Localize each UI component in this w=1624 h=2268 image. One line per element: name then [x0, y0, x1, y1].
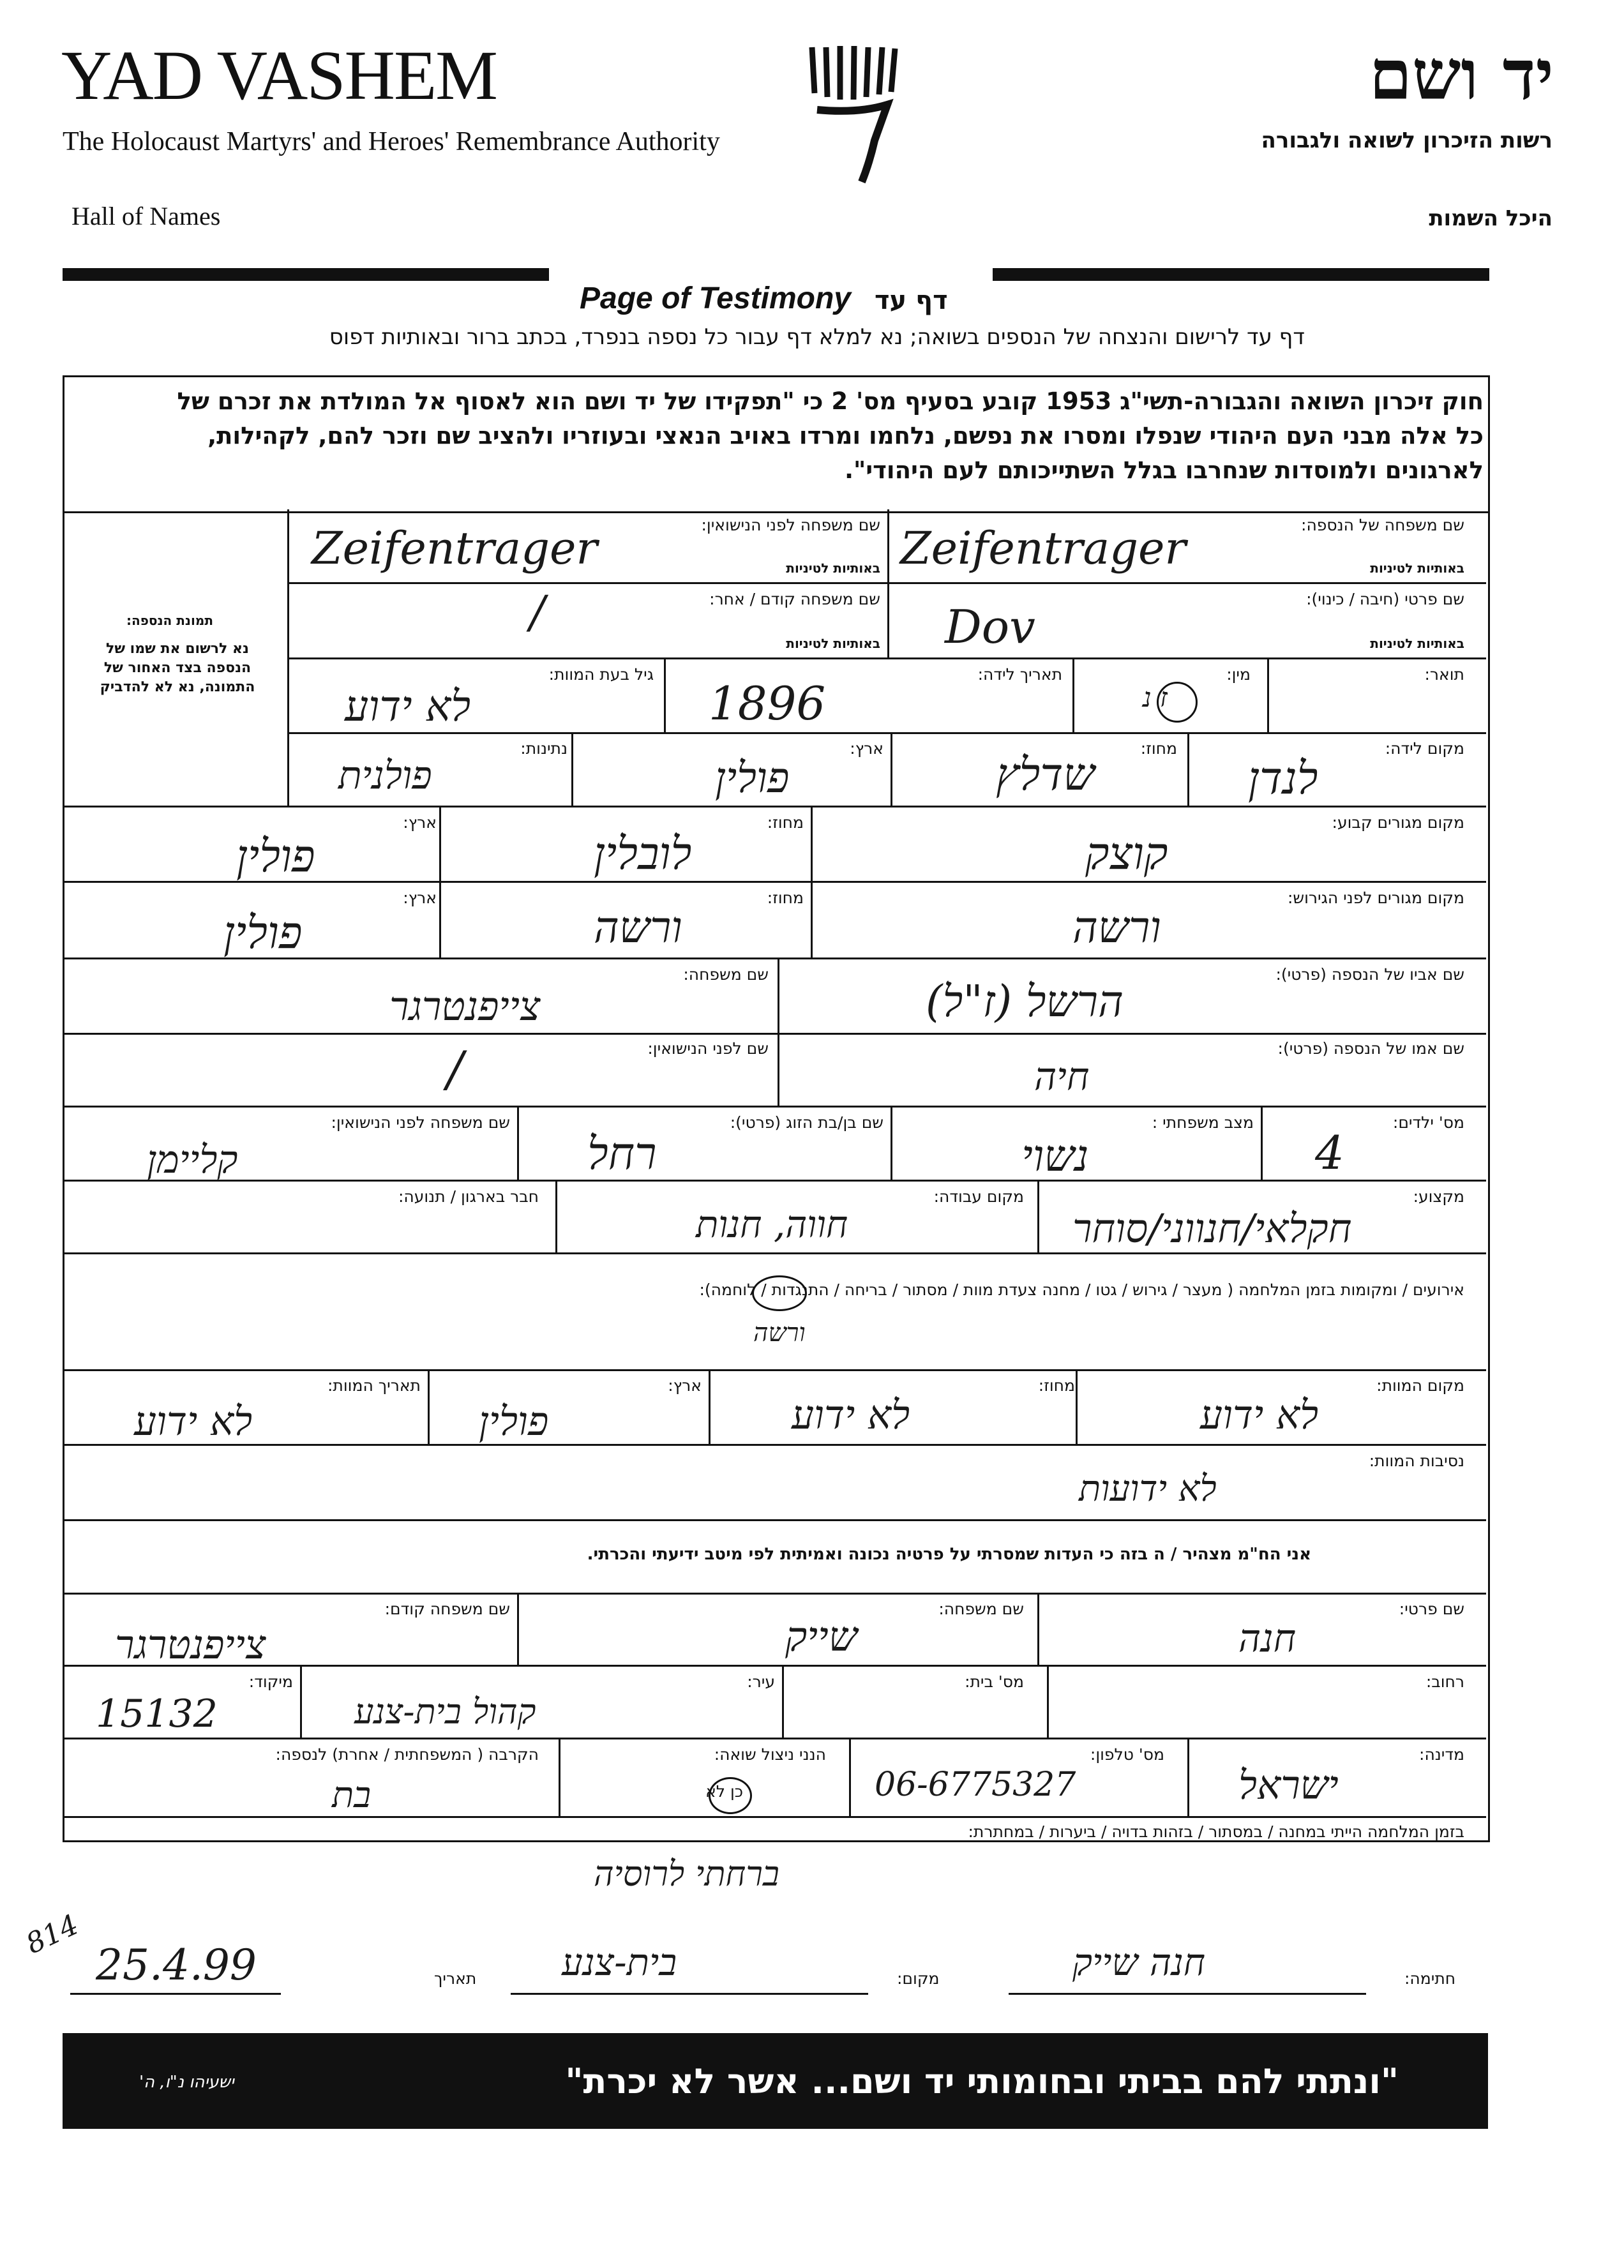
mother-maiden-value[interactable]: / [447, 1040, 463, 1097]
hall-of-names-he: היכל השמות [1429, 206, 1553, 231]
witness-surname-label: שם משפחה: [938, 1600, 1024, 1618]
children-count-label: מס' ילדים: [1392, 1113, 1464, 1132]
signature-place-label: מקום: [897, 1969, 940, 1988]
victim-age-value[interactable]: לא ידוע [345, 682, 471, 731]
witness-phone-label: מס' טלפון: [1090, 1745, 1164, 1764]
witness-wartime-value[interactable]: ברחתי לרוסיה [594, 1854, 779, 1894]
nationality-value[interactable]: פולנית [338, 753, 432, 798]
photo-note-1: נא לרשום את שמו של [106, 641, 249, 657]
spouse-name-value[interactable]: רחל [587, 1127, 657, 1180]
residence-region-value[interactable]: לובלין [594, 827, 692, 880]
father-name-value[interactable]: הרשל (ז"ל) [926, 977, 1124, 1027]
prewar-residence-value[interactable]: ורשה [1072, 903, 1161, 953]
victim-prev-surname-value[interactable]: / [530, 586, 545, 638]
marital-status-label: מצב משפחתי : [1152, 1113, 1254, 1132]
organization-label: חבר בארגון / תנועה: [398, 1187, 539, 1206]
org-name-en: YAD VASHEM [61, 36, 497, 114]
victim-first-name-latin-note: באותיות לטיניות [1370, 636, 1464, 651]
signature-date-label: תאריך [434, 1969, 477, 1988]
victim-surname-value[interactable]: Zeifentrager [900, 522, 1186, 575]
witness-phone-value[interactable]: 06-6775327 [875, 1766, 1076, 1804]
witness-house-label: מס' בית: [965, 1672, 1024, 1691]
victim-gender-value[interactable]: ז נ [1143, 682, 1168, 713]
death-place-label: מקום המוות: [1376, 1376, 1464, 1395]
death-region-value[interactable]: לא ידוע [792, 1392, 910, 1438]
org-subtitle-en: The Holocaust Martyrs' and Heroes' Remembrance Authority [63, 127, 720, 156]
header-divider-left [63, 268, 549, 281]
father-surname-label: שם משפחה: [683, 965, 769, 984]
witness-first-name-label: שם פרטי: [1399, 1600, 1464, 1618]
prewar-region-value[interactable]: ורשה [594, 903, 682, 953]
witness-city-label: עיר: [747, 1672, 775, 1691]
prewar-country-value[interactable]: פולין [223, 906, 303, 959]
death-date-label: תאריך המוות: [327, 1376, 421, 1395]
victim-first-name-value[interactable]: Dov [945, 600, 1035, 654]
victim-dob-label: תאריך לידה: [977, 665, 1062, 684]
witness-survivor-value[interactable]: כן לא [705, 1782, 743, 1801]
mother-name-label: שם אמו של הנספה (פרטי): [1277, 1039, 1464, 1058]
witness-country-value[interactable]: ישראל [1238, 1762, 1339, 1808]
death-country-value[interactable]: פולין [479, 1398, 549, 1445]
photo-title: תמונת הנספה: [126, 613, 213, 628]
victim-dob-value[interactable]: 1896 [709, 677, 826, 730]
residence-region-label: מחוז: [767, 813, 804, 832]
prewar-region-label: מחוז: [767, 889, 804, 907]
mother-maiden-label: שם לפני הנישואין: [647, 1039, 769, 1058]
org-name-he: יד ושם [1369, 35, 1554, 116]
header-divider-right [993, 268, 1489, 281]
residence-label: מקום מגורים קבוע: [1332, 813, 1464, 832]
birth-country-label: ארץ: [850, 739, 883, 758]
ghetto-circle [752, 1275, 807, 1311]
witness-country-label: מדינה: [1419, 1745, 1464, 1764]
witness-prev-surname-value[interactable]: צייפנטרגר [115, 1621, 266, 1668]
witness-relation-label: הקרבה ( המשפחתית / אחרת) לנספה: [275, 1745, 539, 1764]
spouse-maiden-value[interactable]: קליימן [147, 1138, 238, 1182]
footer-quote: "ונתתי להם בביתי ובחומותי יד ושם... אשר לא יכרת" [565, 2061, 1399, 2101]
witness-city-value[interactable]: קהול בית-צנע [354, 1692, 536, 1732]
birthplace-value[interactable]: לנדן [1248, 752, 1318, 804]
workplace-label: מקום עבודה: [933, 1187, 1024, 1206]
org-subtitle-he: רשות הזיכרון לשואה ולגבורה [1261, 128, 1553, 153]
victim-prev-surname-latin-note: באותיות לטיניות [786, 636, 880, 651]
residence-country-label: ארץ: [403, 813, 437, 832]
photo-note-2: הנספה בצד האחור של [103, 660, 252, 676]
margin-note: 814 [21, 1908, 84, 1961]
profession-label: מקצוע: [1413, 1187, 1464, 1206]
spouse-maiden-label: שם משפחה לפני הנישואין: [331, 1113, 510, 1132]
marital-status-value[interactable]: נשוי [1021, 1131, 1089, 1182]
victim-age-label: גיל בעת המוות: [548, 665, 654, 684]
footer-quote-band [63, 2033, 1488, 2129]
victim-maiden-label: שם משפחה לפני הנישואין: [701, 516, 880, 534]
birthplace-label: מקום לידה: [1385, 739, 1464, 758]
death-circumstances-label: נסיבות המוות: [1369, 1452, 1464, 1470]
spouse-name-label: שם בן/בת הזוג (פרטי): [730, 1113, 883, 1132]
declaration-text: אני הח"מ מצהיר / ה בזה כי העדות שמסרתי על פרטיה נכונה ואמיתית לפי מיטב ידיעתי והכרתי. [587, 1545, 1311, 1564]
victim-title-label: תואר: [1424, 665, 1464, 684]
signature-place-value[interactable]: בית-צנע [562, 1941, 677, 1984]
death-country-label: ארץ: [668, 1376, 702, 1395]
victim-maiden-value[interactable]: Zeifentrager [312, 522, 598, 575]
profession-value[interactable]: חקלאי/חנווני/סוחר [1072, 1205, 1352, 1252]
page-title-he: דף עד [875, 286, 948, 315]
birth-region-label: מחוז: [1140, 739, 1177, 758]
witness-relation-value[interactable]: בת [332, 1775, 372, 1816]
victim-prev-surname-label: שם משפחה קודם / אחר: [709, 590, 880, 608]
residence-value[interactable]: קוצק [1085, 827, 1168, 880]
death-place-value[interactable]: לא ידוע [1200, 1392, 1319, 1438]
witness-first-name-value[interactable]: חנה [1238, 1616, 1297, 1661]
birth-country-value[interactable]: פולין [715, 753, 790, 802]
prewar-residence-label: מקום מגורים לפני הגירוש: [1287, 889, 1464, 907]
menorah-logo-icon [798, 38, 906, 185]
signature-label: חתימה: [1404, 1969, 1456, 1988]
victim-surname-label: שם משפחה של הנספה: [1301, 516, 1464, 534]
victim-first-name-label: שם פרטי (חיבה / כינוי): [1306, 590, 1464, 608]
birth-region-value[interactable]: שדלץ [996, 748, 1095, 800]
signature-date-value[interactable]: 25.4.99 [96, 1941, 257, 1990]
hall-of-names-en: Hall of Names [71, 202, 221, 230]
witness-street-label: רחוב: [1425, 1672, 1464, 1691]
law-text-line-1: חוק זיכרון השואה והגבורה-תשי"ג 1953 קובע בסעיף מס' 2 כי "תפקידו של יד ושם הוא לאסוף אל המולדת את זכרם של [177, 387, 1484, 415]
witness-zip-value[interactable]: 15132 [96, 1692, 218, 1736]
nationality-label: נתינות: [520, 739, 568, 758]
prewar-country-label: ארץ: [403, 889, 437, 907]
victim-maiden-latin-note: באותיות לטיניות [786, 560, 880, 576]
wartime-events-value[interactable]: ורשה [753, 1318, 806, 1348]
page-subtitle: דף עד לרישום והנצחה של הנספים בשואה; נא למלא דף עבור כל נספה בנפרד, בכתב ברור ובאותיות דפוס [329, 324, 1305, 350]
mother-name-value[interactable]: חיה [1034, 1055, 1090, 1099]
photo-note-3: התמונה, נא לא להדביק [100, 679, 255, 695]
death-date-value[interactable]: לא ידוע [134, 1398, 253, 1445]
page-title-en: Page of Testimony [580, 282, 851, 315]
wartime-events-label: אירועים / ומקומות בזמן המלחמה ( מעצר / גירוש / גטו / מחנה צעדת מוות / מסתור / בריחה / התנגדות / לוחמה): [699, 1280, 1464, 1299]
father-surname-value[interactable]: צייפנטרגר [389, 983, 541, 1030]
law-text-line-2: כל אלה מבני העם היהודי שנפלו ומסרו את נפשם, נלחמו ומרדו באויב הנאצי ובעוזריו ולהציב שם וזכר להם, לקהילות, [207, 422, 1484, 449]
victim-surname-latin-note: באותיות לטיניות [1370, 560, 1464, 576]
victim-gender-label: מין: [1226, 665, 1251, 684]
witness-wartime-label: בזמן המלחמה הייתי במחנה / במסתור / בזהות בדויה / ביערות / במחתרת: [968, 1822, 1464, 1841]
children-count-value[interactable]: 4 [1315, 1126, 1344, 1180]
witness-survivor-label: הנני ניצול שואה: [714, 1745, 826, 1764]
law-text-line-3: לארגונים ולמוסדות שנחרבו בגלל השתייכותם לעם היהודי". [844, 456, 1484, 484]
residence-country-value[interactable]: פולין [236, 830, 315, 882]
father-name-label: שם אביו של הנספה (פרטי): [1275, 965, 1464, 984]
footer-source: ישעיהו נ"ו, ה' [139, 2073, 234, 2092]
death-circumstances-value[interactable]: לא ידועות [1079, 1468, 1217, 1510]
witness-surname-value[interactable]: שייק [785, 1614, 858, 1661]
death-region-label: מחוז: [1038, 1376, 1075, 1395]
witness-prev-surname-label: שם משפחה קודם: [384, 1600, 510, 1618]
witness-zip-label: מיקוד: [248, 1672, 293, 1691]
signature-value[interactable]: חנה שייק [1072, 1941, 1206, 1984]
workplace-value[interactable]: חווה, חנות [696, 1203, 848, 1246]
